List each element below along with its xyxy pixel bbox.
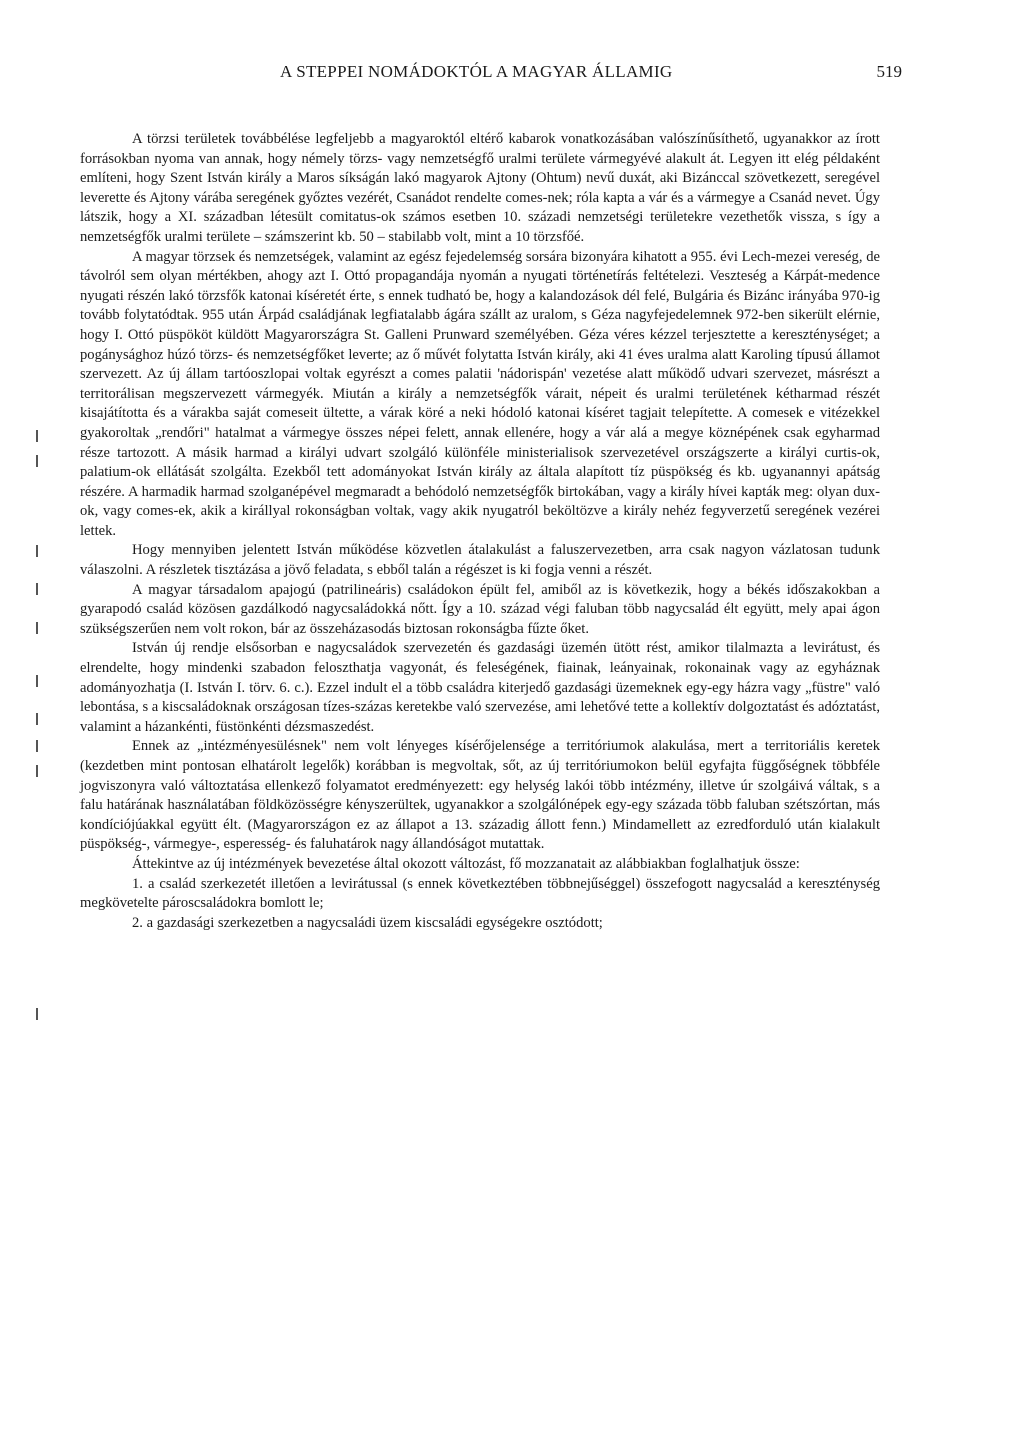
margin-tick (36, 545, 38, 557)
list-item: 1. a család szerkezetét illetően a levirátussal (s ennek következtében többnejűséggel) összefogott nagycsalád a kereszténység megkövetelte pároscsaládokra bomlott le; (80, 875, 880, 912)
margin-tick (36, 713, 38, 725)
margin-tick (36, 740, 38, 752)
summary-list (80, 875, 880, 934)
margin-tick (36, 675, 38, 687)
margin-tick (36, 765, 38, 777)
paragraph: Hogy mennyiben jelentett István működése közvetlen átalakulást a faluszervezetben, arra csak nagyon vázlatosan tudunk válaszolni. A részletek tisztázása a jövő feladata, s ebből talán a régészet is ki fogja venni a részét. (80, 542, 880, 579)
margin-marks (30, 0, 50, 1450)
running-title: A STEPPEI NOMÁDOKTÓL A MAGYAR ÁLLAMIG (280, 62, 673, 81)
paragraph: István új rendje elsősorban e nagycsaládok szervezetén és gazdasági üzemén ütött rést, amikor tilalmazta a levirátust, és elrendelte, hogy mindenki szabadon feloszthatja vagyonát, és feleségének, fiainak, leányainak, rokonainak vagy az egyháznak adományozhatja (I. István I. törv. 6. c.). Ezzel indult el a több családra kiterjedő gazdasági üzemeknek egy-egy házra vagy „füstre" való lebontása, s a kiscsaládoknak országosan tízes-százas keretekbe való szervezése, ami lehetővé tette a kollektív dolgoztatást és adóztatást, valamint a házankénti, füstönkénti dézsmaszedést. (80, 640, 880, 735)
margin-tick (36, 455, 38, 467)
margin-tick (36, 583, 38, 595)
paragraph: A magyar törzsek és nemzetségek, valamint az egész fejedelemség sorsára bizonyára kihatott a 955. évi Lech-mezei vereség, de távolról sem olyan mértékben, ahogy azt I. Ottó propagandája nyomán a nyugati történetírás feltételezi. Veszteség a Kárpát-medence nyugati részén lakó törzsfők katonai kíséretét érte, s ennek tudható be, hogy a kalandozások dél felé, Bulgária és Bizánc irányába 970-ig tovább folytatódtak. 955 után Árpád családjának legfiatalabb ágára szállt az uralom, s Géza nagyfejedelemnek 972-ben sikerült elérnie, hogy I. Ottó püspököt küldött Magyarországra St. Galleni Prunward személyében. Géza véres kézzel terjesztette a kereszténységet; a pogánysághoz húzó törzs- és nemzetségfőket leverte; az ő művét folytatta István király, aki 41 éves uralma alatt Karoling típusú államot szervezett. Az új állam tartóoszlopai voltak egyrészt a comes palatii 'nádorispán' vezetése alatt működő udvari szervezet, másrészt a territorálisan megszervezett vármegyék. Miután a király a nemzetségfők várait, népeit és uralmi területének kétharmad részét kisajátította és a várakba saját comeseit ültette, a várak köré a neki hódoló katonai kíséret tagjait telepítette. A comesek e vitézekkel gyakoroltak „rendőri" hatalmat a vármegye összes népei felett, annak ellenére, hogy a vár alá a megye köznépének csak egyharmad része tartozott. A másik harmad a királyi udvart szolgáló különféle ministerialisok szervezetével országszerte a királyi curtis-ok, palatium-ok ellátását szolgálta. Ezekből tett adományokat István király az általa alapított tíz püspökség és kb. ugyanannyi apátság részére. A harmadik harmad szolganépével megmaradt a behódoló nemzetségfők birtokában, vagy a király hívei kapták meg: olyan dux-ok, vagy comes-ek, akik a királlyal rokonságban voltak, vagy akik nyugatról beköltözve a király nehéz fegyverzetű seregének vezérei lettek. (80, 248, 880, 539)
list-item: 2. a gazdasági szerkezetben a nagycsaládi üzem kiscsaládi egységekre osztódott; (132, 914, 603, 931)
paragraph: Áttekintve az új intézmények bevezetése által okozott változást, fő mozzanatait az alábbiakban foglalhatjuk össze: (132, 855, 800, 872)
margin-tick (36, 622, 38, 634)
margin-tick (36, 1008, 38, 1020)
running-header (130, 62, 902, 92)
page-number: 519 (876, 62, 902, 81)
paragraph: A magyar társadalom apajogú (patrilineáris) családokon épült fel, amiből az is következik, hogy a békés időszakokban a gyarapodó család közösen gazdálkodó nagycsaládokká nőtt. Így a 10. század végi faluban több nagycsalád élt együtt, mely apai ágon szükségszerűen nem volt rokon, bár az összeházasodás biztosan rokonságba fűzte őket. (80, 581, 880, 637)
paragraph: Ennek az „intézményesülésnek" nem volt lényeges kísérőjelensége a territóriumok alakulása, mert a territoriális keretek (kezdetben mint pontosan elhatárolt legelők) korábban is megvoltak, sőt, az új territóriumokon belül egyfajta függőségnek többféle jogviszonyra való változtatása ellenkező folyamatot eredményezett: egy helység lakói több intézmény, illetve úr szolgáivá váltak, s a falu határának használatában földközösségre kényszerültek, ugyanakkor a szolgálónépek egy-egy százada több faluban szétszórtan, más kondíciójúakkal együtt élt. (Magyarországon ez az állapot a 13. századig állott fenn.) Mindamellett az ezredforduló után kialakult püspökség-, vármegye-, esperesség- és faluhatárok nagy állandóságot mutattak. (80, 738, 880, 853)
margin-tick (36, 430, 38, 442)
body-text (80, 130, 880, 933)
paragraph: A törzsi területek továbbélése legfeljebb a magyaroktól eltérő kabarok vonatkozásában valószínűsíthető, ugyanakkor az írott forrásokban nyoma van annak, hogy némely törzs- vagy nemzetségfő uralmi területe vármegyévé alakult át. Legyen itt elég példaként említeni, hogy Szent István király a Maros síkságán lakó magyarok Ajtony (Ohtum) nevű duxát, aki Bizánccal szövetkezett, seregével leverette és Ajtony várába seregének győztes vezérét, Csanádot rendelte comes-nek; róla kapta a vár és a vármegye a Csanád nevet. Úgy látszik, hogy a XI. században létesült comitatus-ok számos esetben 10. századi nemzetségi területekre vezethetők vissza, s így a nemzetségfők uralmi területe – számszerint kb. 50 – stabilabb volt, mint a 10 törzsfőé. (80, 131, 880, 245)
